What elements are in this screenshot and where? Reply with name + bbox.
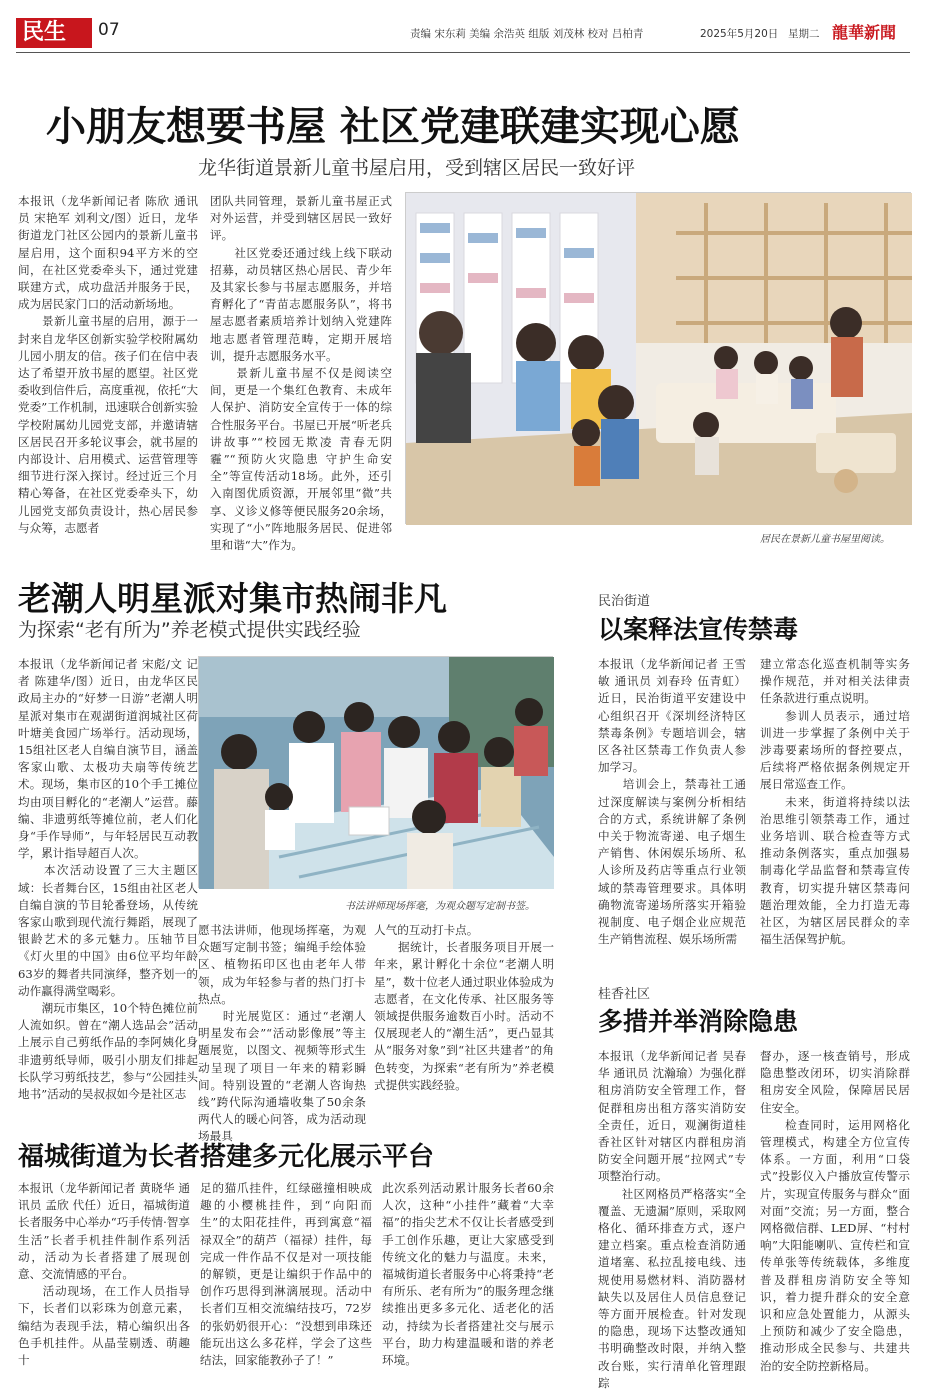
article2-subtitle: 为探索“老有所为”养老模式提供实践经验 <box>18 619 361 641</box>
market-photo <box>198 656 553 888</box>
article1-column-1: 本报讯（龙华新闻记者 陈欣 通讯员 宋艳军 刘利文/图）近日，龙华街道龙门社区公园内的景新儿童书屋启用，这个面积94平方米的空间，在社区党委牵头下，通过党建联建方式，成功盘活并服务于民，成为居民家门口的活动新场地。 景新儿童书屋的启用，源于一封来自龙华区创新实验学校附属幼儿园小朋友的信。孩子们在信中表达了希望开放书屋的愿望。社区党委收到信件后，高度重视，依托“大党委”工作机制，迅速联合创新实验学校附属幼儿园党支部，并邀请辖区居民召开多轮议事会，就书屋的内部设计、启用模式、运营管理等细节进行深入探讨。经过近三个月精心筹备，在社区党委牵头下，幼儿园党支部负责设计，热心居民参与众筹，志愿者 <box>18 194 198 535</box>
editor-credits: 责编 宋东莉 美编 余浩英 组版 刘茂林 校对 吕柏青 <box>410 28 644 40</box>
article2-column-3: 人气的互动打卡点。 据统计，长者服务项目开展一年来，累计孵化十余位“老潮人明星”，数十位老人通过职业体验成为志愿者，在文化传承、社区服务等领域提供服务逾数百小时。活动不仅展现老人的“潮生活”，更凸显其从“服务对象”到“社区共建者”的角色转变，为探索“老有所为”养老模式提供实践经验。 <box>374 923 554 1092</box>
section-badge <box>16 18 92 48</box>
issue-weekday: 星期二 <box>788 28 820 40</box>
article4-tag: 桂香社区 <box>598 987 651 1002</box>
bookhouse-photo-caption: 居民在景新儿童书屋里阅读。 <box>760 534 890 545</box>
newspaper-logo: 龍華新聞 <box>832 23 897 42</box>
issue-date: 2025年5月20日 <box>700 28 779 40</box>
article3-column-1: 本报讯（龙华新闻记者 王雪敏 通讯员 刘春玲 伍青虹）近日，民治街道平安建设中心组织召开《深圳经济特区禁毒条例》专题培训会，辖区各社区禁毒工作负责人参加学习。 培训会上，禁毒社工通过深度解读与案例分析相结合的方式，系统讲解了条例中关于物流寄递、电子烟生产销售、休闲娱乐场所、私人诊所及药店等重点行业领域的禁毒管理要求。具体明确物流寄递场所落实开箱验视制度、电子烟企业应规范生产销售流程、娱乐场所需 <box>598 657 746 947</box>
article5-column-3: 此次系列活动累计服务长者60余人次，这种“小挂件”藏着“大幸福”的指尖艺术不仅让长者感受到手工创作乐趣，更让大家感受到传统文化的魅力与温度。未来，福城街道长者服务中心将秉持“老有所乐、老有所为”的服务理念继续推出更多多元化、适老化的活动，持续为长者搭建社交与展示平台，助力构建温暖和谐的养老环境。 <box>382 1181 554 1368</box>
article1-headline: 小朋友想要书屋 社区党建联建实现心愿 <box>46 104 740 150</box>
article5-headline: 福城街道为长者搭建多元化展示平台 <box>18 1142 435 1172</box>
article1-subtitle: 龙华街道景新儿童书屋启用，受到辖区居民一致好评 <box>198 157 636 179</box>
article4-column-2: 督办，逐一核查销号，形成隐患整改闭环，切实消除群租房安全风险，保障居民居住安全。 检查同时，运用网格化管理模式，构建全方位宣传体系。一方面，利用“口袋式”投影仪入户播放宣传警示片，实现宣传服务与群众“面对面”交流；另一方面，整合网格微信群、LED屏、“村村响”大阳能喇叭、宣传栏和宣传单张等传统载体，多维度普及群租房消防安全等知识，着力提升群众的安全意识和应急处置能力，从源头上预防和减少了安全隐患，推动形成全民参与、共建共治的安全防控新格局。 <box>760 1049 910 1373</box>
article3-headline: 以案释法宣传禁毒 <box>598 615 799 644</box>
section-label: 民生 <box>22 20 67 45</box>
article2-headline: 老潮人明星派对集市热闹非凡 <box>18 579 447 618</box>
article5-column-1: 本报讯（龙华新闻记者 黄晓华 通讯员 孟欣 代任）近日，福城街道长者服务中心举办“巧手传情·智享生活”长者手机挂件制作系列活动，活动为长者搭建了展现创意、交流情感的平台。 活动现场，在工作人员指导下，长者们以彩珠为创意元素，编结为表现手法，精心编织出各色手机挂件。从晶莹剔透、萌趣十 <box>18 1181 190 1368</box>
article2-column-1: 本报讯（龙华新闻记者 宋彪/文 记者 陈建华/图）近日，由龙华区民政局主办的“好梦一日游”老潮人明星派对集市在观湖街道润城社区荷叶塘美食园广场举行。活动现场，15组社区老人自编自演节目，涵盖客家山歌、太极功夫扇等传统艺术。现场，集市区的10个手工摊位均由项目孵化的“老潮人”运营。藤编、非遗剪纸等摊位前，老人们化身“手作导师”，与年轻居民互动教学，累计指导超百人次。 本次活动设置了三大主题区域：长者舞台区，15组由社区老人自编自演的节目轮番登场，从传统客家山歌到现代流行舞蹈，展现了银龄艺术的多元魅力。压轴节目《灯火里的中国》由6位平均年龄63岁的舞者共同演绎，整齐划一的动作赢得满堂喝彩。 潮玩市集区，10个特色摊位前人流如织。曾在“潮人选品会”活动上展示自己剪纸作品的李阿姨化身非遗剪纸导师，吸引小朋友们排起长队学习剪纸技艺，参与“公园挂头地书”活动的吴叔叔如今是社区志 <box>18 657 198 1102</box>
bookhouse-photo <box>405 192 911 524</box>
article4-headline: 多措并举消除隐患 <box>598 1007 799 1036</box>
page-number: 07 <box>98 20 120 40</box>
article5-column-2: 足的猫爪挂件，红绿磁撞相映成趣的小樱桃挂件，到“向阳而生”的太阳花挂件，再到寓意“福禄双全”的葫芦（福禄）挂件，每完成一件作品不仅是对一项技能的解锁，更是让编织于作品中的创作巧思得到淋漓展现。活动中长者们互相交流编结技巧，72岁的张奶奶很开心：“没想到串珠还能玩出这么多花样，学会了这些结法，回家能教孙子了！” <box>200 1181 372 1368</box>
article2-column-2: 愿书法讲师，他现场挥毫，为观众题写定制书签；编绳手绘体验区、植物拓印区也由老年人带领，成为年轻参与者的热门打卡热点。 时光展览区：通过“老潮人明星发布会”“活动影像展”等主题展览，以图文、视频等形式生动呈现了项目一年来的精彩瞬间。特别设置的“老潮人咨询热线”跨代际沟通墙收集了50余条两代人的暖心问答，成为活动现场最具 <box>198 923 366 1144</box>
header-rule <box>16 52 910 53</box>
article3-column-2: 建立常态化巡查机制等实务操作规范，并对相关法律责任条款进行重点说明。 参训人员表示，通过培训进一步掌握了条例中关于涉毒要素场所的督控要点，后续将严格依据条例规定开展日常巡查工作。 未来，街道将持续以法治思维引领禁毒工作，通过业务培训、联合检查等方式推动条例落实，重点加强易制毒化学品监督和禁毒宣传教育，切实提升辖区禁毒问题治理效能，全力打造无毒社区，为辖区居民群众的幸福生活保驾护航。 <box>760 657 910 947</box>
market-photo-caption: 书法讲师现场挥毫，为观众题写定制书签。 <box>345 901 535 912</box>
article3-tag: 民治街道 <box>598 594 651 609</box>
article1-column-2: 团队共同管理，景新儿童书屋正式对外运营，并受到辖区居民一致好评。 社区党委还通过线上线下联动招募，动员辖区热心居民、青少年及其家长参与书屋志愿服务，并培育孵化了“青苗志愿服务队”，将书屋志愿者素质培养计划纳入党建阵地志愿者管理范畴，定期开展培训，提升志愿服务水平。 景新儿童书屋不仅是阅读空间，更是一个集红色教育、未成年人保护、消防安全宣传于一体的综合性服务平台。书屋已开展“听老兵讲故事”“校园无欺凌 青春无阴霾”“预防火灾隐患 守护生命安全”等宣传活动18场。此外，还引入南图优质资源，开展邻里“微”共享、义诊义修等便民服务20余场，实现了“小”阵地服务居民、促进邻里和谐“大”作为。 <box>210 194 392 553</box>
article4-column-1: 本报讯（龙华新闻记者 吴春华 通讯员 沈瀚瑜）为强化群租房消防安全管理工作，督促群租房出租方落实消防安全责任，近日，观澜街道桂香社区针对辖区内群租房消防安全问题开展“拉网式”专项整治行动。 社区网格员严格落实“全覆盖、无遗漏”原则，采取网格化、循环排查方式，逐户建立档案。重点检查消防通道堵塞、私拉乱接电线、违规使用易燃材料、消防器材缺失以及居住人员信息登记等方面开展检查。针对发现的隐患，现场下达整改通知书明确整改时限，并纳入整改台账，实行清单化管理跟踪 <box>598 1049 746 1390</box>
